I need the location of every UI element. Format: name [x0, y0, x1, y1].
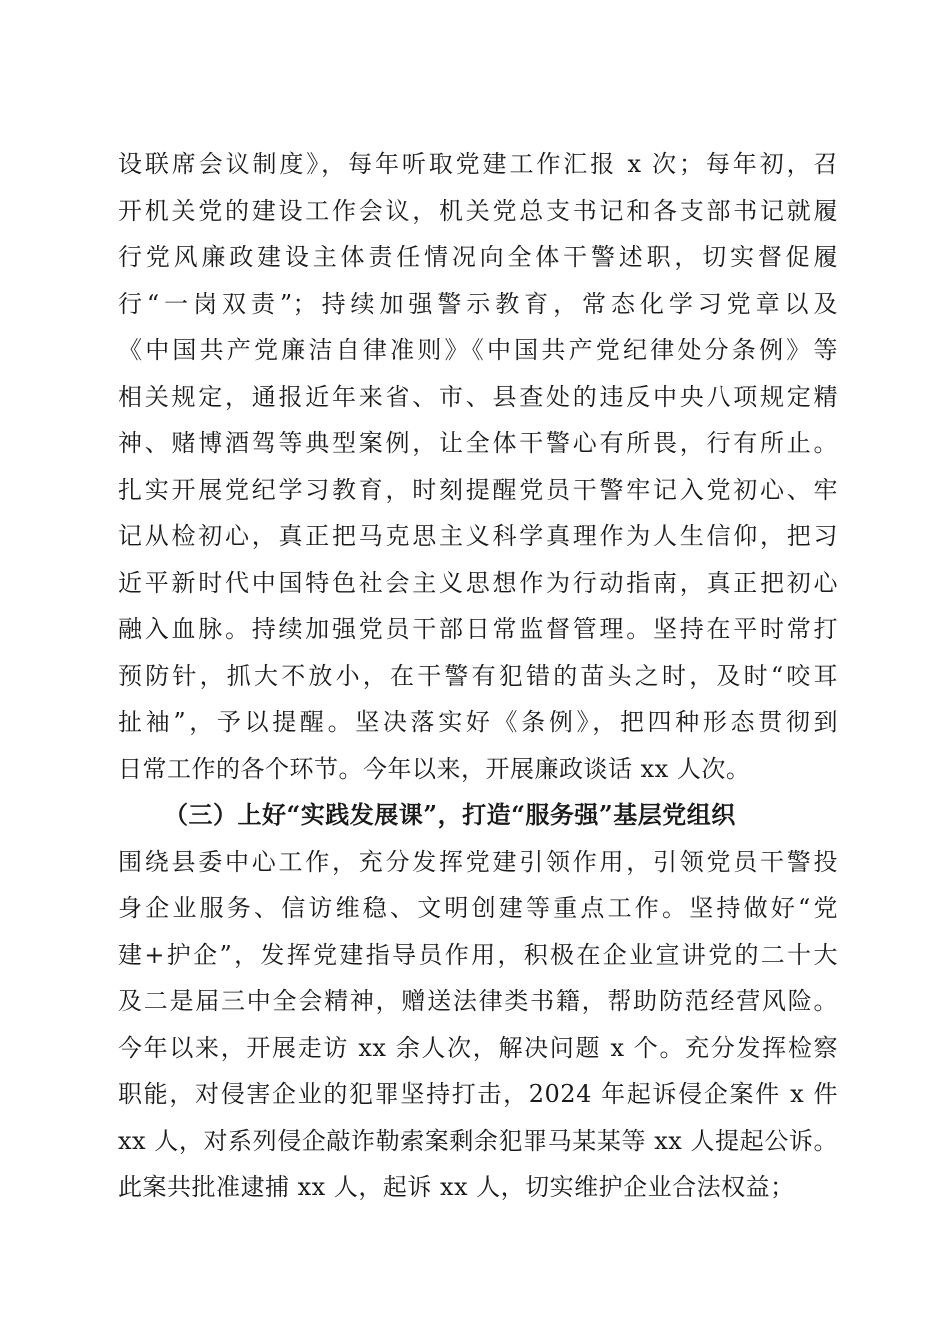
text-line-19: 及二是届三中全会精神，赠送法律类书籍，帮助防范经营风险。: [118, 987, 838, 1015]
text-line-1: 设联席会议制度》，每年听取党建工作汇报 x 次；每年初，召: [118, 150, 838, 178]
text-line-9: 记从检初心，真正把马克思主义科学真理作为人生信仰，把习: [118, 522, 838, 550]
text-line-2: 开机关党的建设工作会议，机关党总支书记和各支部书记就履: [118, 196, 838, 225]
text-line-21: 职能，对侵害企业的犯罪坚持打击，2024 年起诉侵企案件 x 件: [118, 1080, 838, 1108]
text-line-10: 近平新时代中国特色社会主义思想作为行动指南，真正把初心: [118, 568, 838, 597]
text-line-18: 建+护企”，发挥党建指导员作用，积极在企业宣讲党的二十大: [118, 940, 838, 969]
body-text: [118, 141, 838, 1211]
text-line-20: 今年以来，开展走访 xx 余人次，解决问题 x 个。充分发挥检察: [118, 1033, 838, 1062]
text-line-16: 围绕县委中心工作，充分发挥党建引领作用，引领党员干警投: [118, 847, 838, 876]
text-line-6: 相关规定，通报近年来省、市、县查处的违反中央八项规定精: [118, 382, 838, 411]
text-line-17: 身企业服务、信访维稳、文明创建等重点工作。坚持做好“党: [118, 894, 838, 922]
text-line-7: 神、赌博酒驾等典型案例，让全体干警心有所畏，行有所止。: [118, 429, 838, 457]
text-line-3: 行党风廉政建设主体责任情况向全体干警述职，切实督促履: [118, 243, 838, 271]
text-line-23: 此案共批准逮捕 xx 人，起诉 xx 人，切实维护企业合法权益；: [118, 1173, 795, 1201]
text-line-4: 行“一岗双责”；持续加强警示教育，常态化学习党章以及: [118, 289, 838, 318]
text-line-5: 《中国共产党廉洁自律准则》《中国共产党纪律处分条例》等: [118, 336, 838, 364]
text-line-13: 扯袖”，予以提醒。坚决落实好《条例》，把四种形态贯彻到: [118, 708, 838, 736]
text-line-22: xx 人，对系列侵企敲诈勒索案剩余犯罪马某某等 xx 人提起公诉。: [118, 1126, 838, 1155]
text-line-14: 日常工作的各个环节。今年以来，开展廉政谈话 xx 人次。: [118, 754, 751, 783]
text-line-12: 预防针，抓大不放小，在干警有犯错的苗头之时，及时“咬耳: [118, 661, 838, 690]
text-line-8: 扎实开展党纪学习教育，时刻提醒党员干警牢记入党初心、牢: [118, 475, 838, 504]
text-line-11: 融入血脉。持续加强党员干部日常监督管理。坚持在平时常打: [118, 615, 838, 643]
section-heading: （三）上好“实践发展课”，打造“服务强”基层党组织: [164, 800, 736, 829]
